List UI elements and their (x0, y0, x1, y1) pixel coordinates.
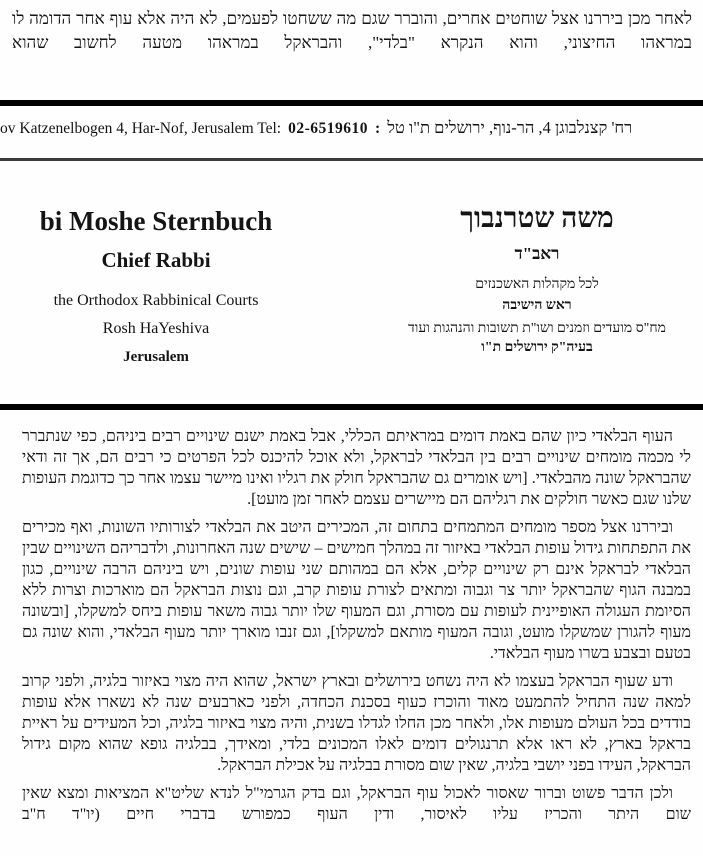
letterhead-english-title: Chief Rabbi (101, 248, 211, 272)
address-bar (0, 117, 693, 140)
letterhead-hebrew-city: בעיה"ק ירושלים ת"ו (481, 340, 593, 355)
top-rule (0, 100, 703, 106)
address-phone-number: 02-6519610 (288, 120, 369, 137)
letterhead-hebrew-title: ראב"ד (514, 244, 560, 263)
body-paragraph-3: ודע שעוף הבראקל בעצמו לא היה נשחט בירושלים ובארץ ישראל, שהוא היה מצוי באיזור בלגיה, ולפני קרוב למאה שנה התחיל להתמעט מאוד והוכרז כעוף בסכנת הכחדה, ולפני כארבעים שנה לא נשארו אלא עופות בודדים בכל העולם מעופות אלו, ולאחר מכן החלו לגדלו בשנית, והיה מצוי באיזור בלגיה, וכל המעידים על ראיית בראקל בארץ, לא ראו אלא תרנגולים דומים לאלו המכונים בלדי, ומאידך, בבלגיה גופא שהוא מקום גידול הבראקל, העידו בפני יושבי בלגיה, שאין שום מסורת בבלגיה על אכילת הבראקל. (22, 673, 691, 774)
address-hebrew: רח' קצנלבוגן 4, הר-נוף, ירושלים ת"ו טל (387, 118, 633, 137)
letterhead-hebrew-role: ראש הישיבה (502, 298, 572, 313)
body-paragraph-2: וביררנו אצל מספר מומחים המתמחים בתחום זה, המכירים היטב את הבלאדי לצורותיו השונות, ואף מכירים את התפתחות גידול עופות הבלאדי באיזור זה במהלך חמישים – שישים שנה האחרונות, ולדבריהם השינויים שבין הבלאדי לבראקל אינם רק שינויים קלים, אלא הם במהותם שני עופות שונים, ויש ביניהם הרבה שינויים, כגון במבנה הגוף שהבראקל יותר צר וגבוה ומתאים לצורת עופות קרב, וגם נוצות הבראקל הם מוארכות וצרות ללא הסיומת העגולה האופיינית לעופות עם מסורת, וגם המעוף שלו יותר גבוה משאר עופות ביחס למשקלו, [ובשונה מעוף להגורן שמשקלו מועט, וגובה המעוף מותאם למשקלו], וגם זנבו מוארך יותר מעוף הבלאדי, והוא שונה גם בטעם ובצבע בשרו מעוף הבלאדי. (22, 519, 691, 662)
address-underline-rule (0, 158, 703, 161)
letterhead-english (0, 206, 312, 366)
letterhead-bottom-rule (0, 404, 703, 410)
previous-paragraph-fragment: לאחר מכן ביררנו אצל שוחטים אחרים, והוברר שגם מה ששחטו לפעמים, לא היה אלא עוף אחר הדומה לו במראהו החיצוני, והוא הנקרא "בלדי", והבראקל במראהו מטעה לחשוב שהוא (12, 9, 692, 52)
letterhead-english-role: Rosh HaYeshiva (102, 320, 210, 337)
address-separator: : (375, 120, 381, 137)
body-paragraph-4: ולכן הדבר פשוט וברור שאסור לאכול עוף הבראקל, וגם בדק הגרמי"ל לנדא שליט"א המציאות ומצא שאין שום היתר והכריז עליו לאיסור, ודין העוף כמפורש בדברי חיים (יו"ד ח"ב (22, 785, 691, 823)
letter-body (22, 426, 691, 832)
body-paragraph-1: העוף הבלאדי כיון שהם באמת דומים במראיתם הכללי, אבל באמת ישנם שינויים רבים ביניהם, כפי שנתברר לי מכמה מומחים שינויים רבים בין הבלאדי לבראקל, ולא אוכל להיכנס לכל הפרטים כי רבים הם, אך זה ודאי שהבראקל שונה מהבלאדי. [ויש אומרים גם שהבראקל חולק את רגליו ואינו מיישר עצמו אחר כך כדוגמת העופות שלנו שגם כאשר חולקים את רגליהם הם מיישרים עצמם לאחר זמן מועט]. (22, 428, 691, 508)
letterhead-english-organization: the Orthodox Rabbinical Courts (53, 292, 259, 309)
address-english: ov Katzenelbogen 4, Har-Nof, Jerusalem Tel: (0, 120, 282, 137)
letterhead-hebrew-author-of-line: מח"ס מועדים וזמנים ושו"ת תשובות והנהגות ועוד (408, 321, 666, 336)
letterhead-hebrew-organization: לכל מקהלות האשכנזים (475, 277, 599, 292)
letterhead-hebrew-name: משה שטרנבוך (460, 203, 614, 234)
letterhead-english-city: Jerusalem (123, 349, 189, 365)
letterhead-hebrew (371, 203, 703, 356)
letterhead-english-name: bi Moshe Sternbuch (39, 206, 273, 236)
